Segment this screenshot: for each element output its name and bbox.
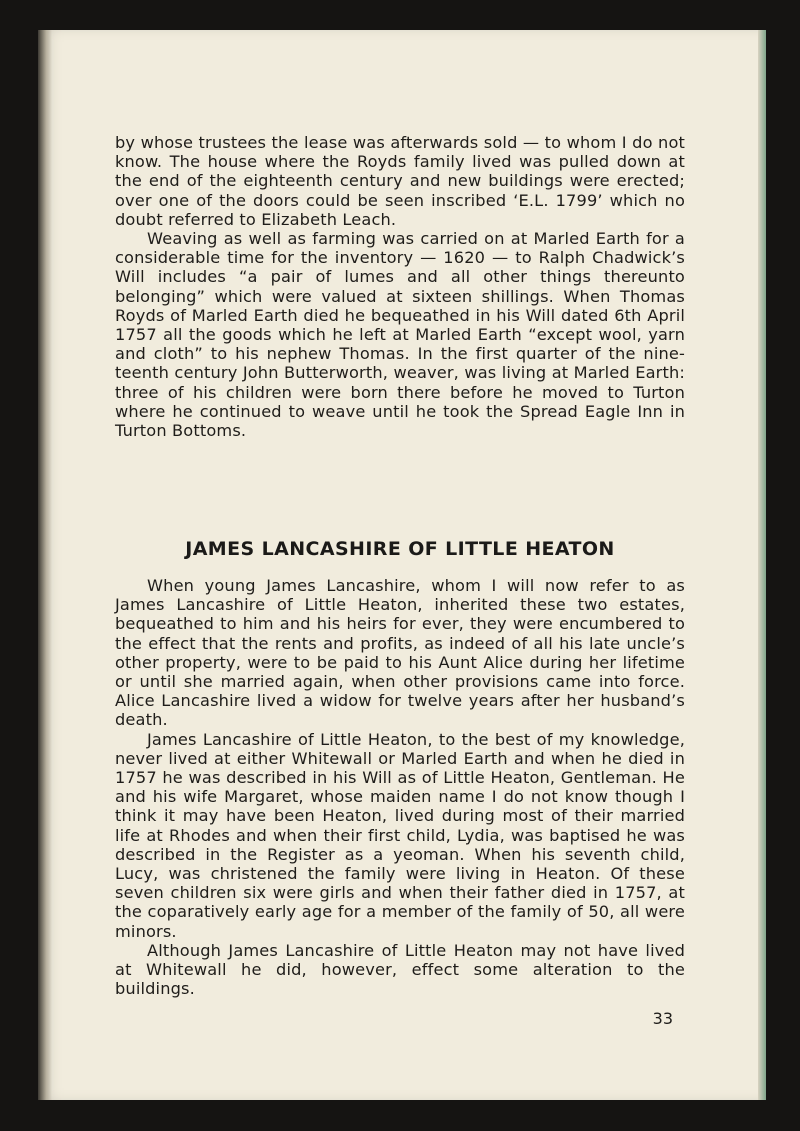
paragraph-family: James Lancashire of Little Heaton, to the best of my knowledge, never lived at either Whitewall or Marled Earth and when he died in 1757 he was described in his Will as of Little Heaton, Gentleman. He and his wife Margaret, whose maiden name I do not know though I think it may have been Heaton, lived during most of their married life at Rhodes and when their first child, Lydia, was baptised he was described in the Register as a yeoman. When his seventh child, Lucy, was christened the family were living in Heaton. Of these seven children six were girls and when their father died in 1757, at the coparatively early age for a member of the family of 50, all were minors. — [115, 729, 685, 941]
page-gutter — [38, 30, 52, 1100]
page-edge — [758, 30, 766, 1100]
top-text-block — [115, 133, 685, 440]
bottom-text-block — [115, 576, 685, 998]
paragraph-lease: by whose trustees the lease was afterwards sold — to whom I do not know. The house where the Royds family lived was pulled down at the end of the eighteenth century and new buildings were erected; over one of the doors could be seen inscribed ‘E.L. 1799’ which no doubt referred to Elizabeth Leach. — [115, 133, 685, 229]
book-page — [38, 30, 766, 1100]
section-heading: JAMES LANCASHIRE OF LITTLE HEATON — [185, 538, 615, 560]
paragraph-alteration: Although James Lancashire of Little Heaton may not have lived at Whitewall he did, however, effect some alteration to the buildings. — [115, 940, 685, 999]
paragraph-weaving: Weaving as well as farming was carried on at Marled Earth for a considerable time for the inventory — 1620 — to Ralph Chadwick’s Will includes “a pair of lumes and all other things thereunto belonging” which were valued at sixteen shillings. When Thomas Royds of Marled Earth died he bequeathed in his Will dated 6th April 1757 all the goods which he left at Marled Earth “except wool, yarn and cloth” to his nephew Thomas. In the first quarter of the nine- teenth century John Butterworth, weaver, was living at Marled Earth: three of his children were born there before he moved to Turton where he continued to weave until he took the Spread Eagle Inn in Turton Bottoms. — [115, 229, 685, 441]
page-number: 33 — [652, 1009, 673, 1028]
paragraph-inheritance: When young James Lancashire, whom I will now refer to as James Lancashire of Little Heaton, inherited these two estates, bequeathed to him and his heirs for ever, they were encumbered to the effect that the rents and profits, as indeed of all his late uncle’s other property, were to be paid to his Aunt Alice during her lifetime or until she married again, when other provisions came into force. Alice Lancashire lived a widow for twelve years after her husband’s death. — [115, 576, 685, 730]
